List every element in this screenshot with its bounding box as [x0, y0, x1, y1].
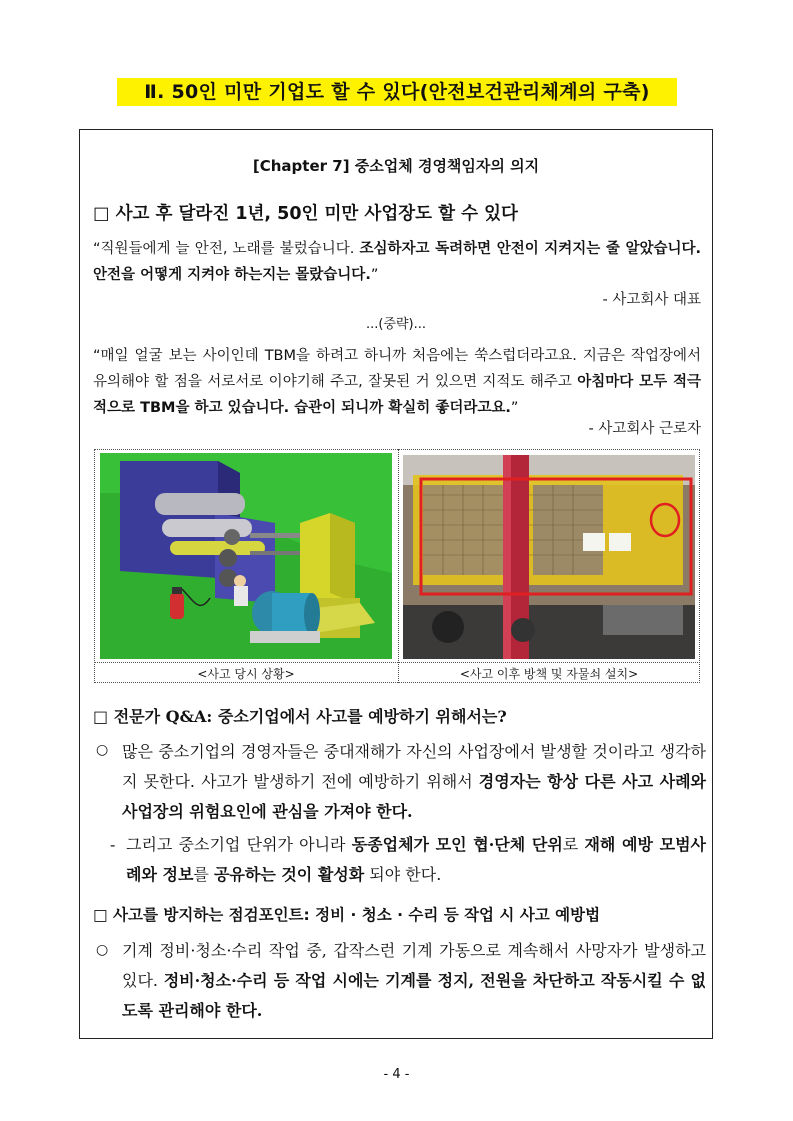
expert-paragraph [122, 737, 706, 827]
ceo-quote [93, 236, 701, 288]
cooperation-paragraph [126, 830, 706, 890]
coop-text-g: 되야 한다. [364, 865, 442, 884]
section1-heading: □ 사고 후 달라진 1년, 50인 미만 사업장도 할 수 있다 [93, 204, 518, 224]
worker-quote-normal: “매일 얼굴 보는 사이인데 TBM을 하려고 하니까 처음에는 쑥스럽더라고요. 지금은 작업장에서 유의해야 할 점을 서로서로 이야기해 주고, 잘못된 거 있으면 지적도 해주고 [93, 348, 701, 390]
bullet-circle-2: ○ [96, 942, 109, 958]
worker-quote [93, 343, 701, 421]
ceo-quote-end: ” [370, 267, 379, 283]
caption-accident: <사고 당시 상황> [197, 667, 295, 681]
worker-quote-bold: 아침마다 모두 적극적으로 TBM을 하고 있습니다. 습관이 되니까 확실히 좋더라고요. [93, 374, 701, 416]
expert-text-normal: 많은 중소기업의 경영자들은 중대재해가 자신의 사업장에서 발생할 것이라고 생각하지 못한다. 사고가 발생하기 전에 예방하기 위해서 [122, 742, 706, 791]
ceo-quote-bold: 조심하자고 독려하면 안전이 지켜지는 줄 알았습니다. 안전을 어떻게 지켜야 하는지는 몰랐습니다. [93, 241, 702, 283]
ellipsis-text: ...(중략)... [365, 317, 427, 332]
coop-text-f: 공유하는 것이 활성화 [213, 865, 365, 884]
coop-text-c: 로 [562, 835, 585, 854]
speaker-ceo: - 사고회사 대표 [602, 292, 701, 308]
checkpoint-paragraph [122, 936, 706, 1026]
image-divider [398, 449, 399, 683]
page-number: - 4 - [383, 1067, 410, 1082]
safety-fence-photo [403, 455, 695, 659]
speaker-worker: - 사고회사 근로자 [588, 421, 701, 437]
chapter-title: [Chapter 7] 중소업체 경영책임자의 의지 [252, 157, 540, 175]
page-title: Ⅱ. 50인 미만 기업도 할 수 있다(안전보건관리체계의 구축) [144, 81, 650, 103]
coop-text-d: 재해 예방 모범사례와 정보 [126, 835, 706, 884]
section2-heading: □ 전문가 Q&A: 중소기업에서 사고를 예방하기 위해서는? [93, 707, 507, 726]
worker-quote-end: ” [510, 400, 519, 416]
bullet-circle: ○ [96, 742, 109, 758]
coop-text-a: 그리고 중소기업 단위가 아니라 [126, 835, 352, 854]
caption-after: <사고 이후 방책 및 자물쇠 설치> [459, 667, 639, 681]
ceo-quote-normal: “직원들에게 늘 안전, 노래를 불렀습니다. [93, 241, 360, 257]
checkpoint-text-normal: 기계 정비·청소·수리 작업 중, 갑작스런 기계 가동으로 계속해서 사망자가 발생하고 있다. [122, 941, 706, 990]
accident-illustration [100, 453, 392, 659]
expert-text-bold: 경영자는 항상 다른 사고 사례와 사업장의 위험요인에 관심을 가져야 한다. [122, 772, 706, 821]
coop-text-e: 를 [193, 865, 214, 884]
coop-text-b: 동종업체가 모인 협·단체 단위 [351, 835, 563, 854]
section3-heading: □ 사고를 방지하는 점검포인트: 정비 · 청소 · 수리 등 작업 시 사고 예방법 [93, 906, 601, 924]
checkpoint-text-bold: 정비·청소·수리 등 작업 시에는 기계를 정지, 전원을 차단하고 작동시킬 수 없도록 관리해야 한다. [122, 971, 706, 1020]
caption-separator [94, 662, 700, 663]
dash-marker: - [110, 835, 116, 854]
